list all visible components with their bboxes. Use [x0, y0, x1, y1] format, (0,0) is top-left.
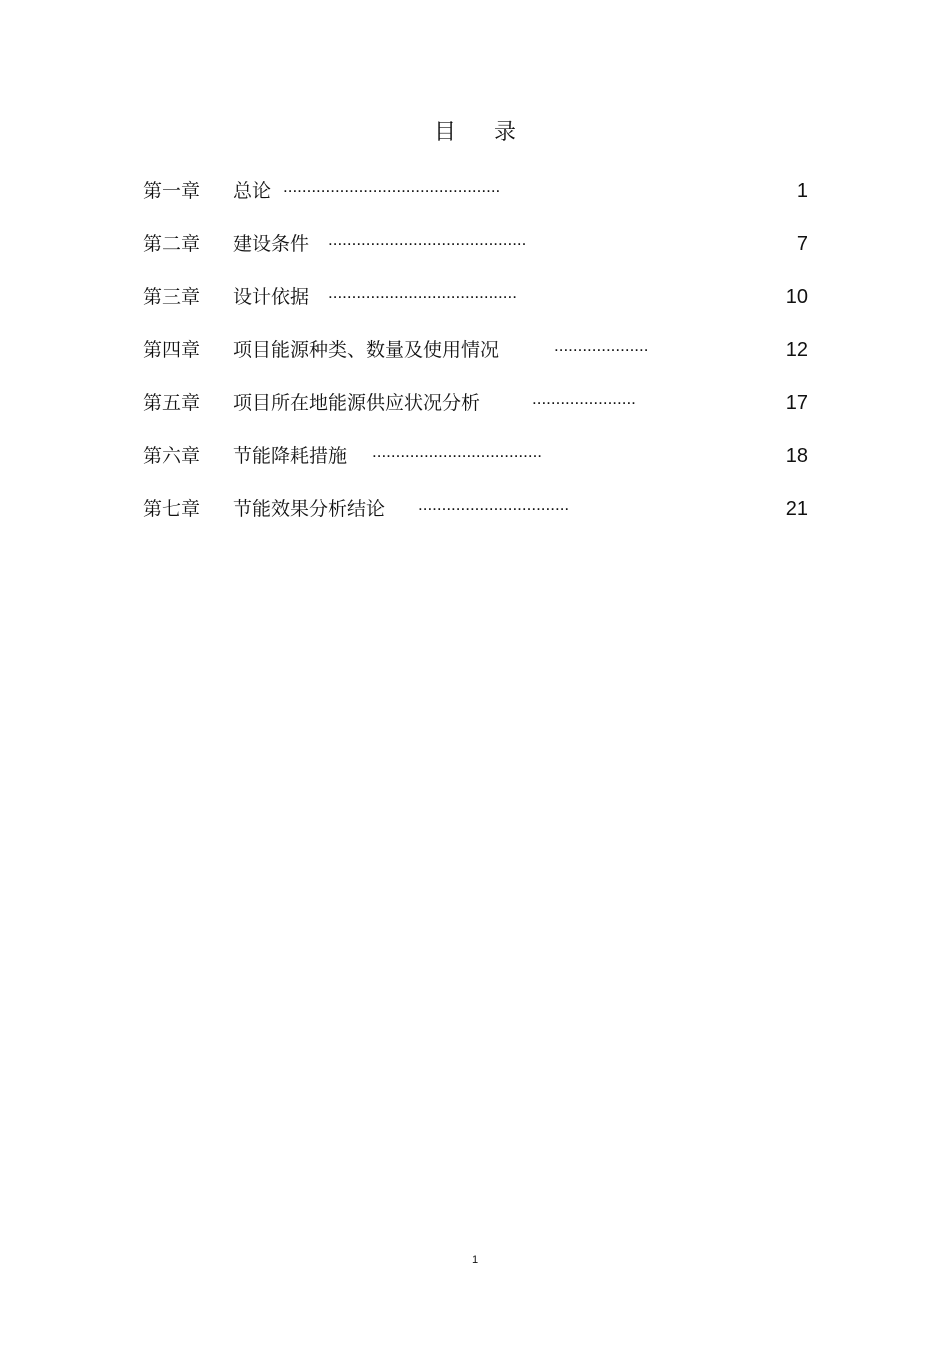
toc-leader-dots: ....................................: [372, 442, 543, 461]
toc-chapter-label: 第二章: [143, 233, 201, 255]
toc-page-number: 18: [785, 445, 808, 467]
page-number: 1: [471, 1254, 479, 1266]
toc-chapter-label: 第一章: [143, 180, 201, 202]
toc-leader-dots: ..........................................: [328, 230, 527, 249]
toc-title-left: 目: [433, 120, 456, 145]
toc-leader-dots: ................................: [418, 495, 570, 514]
toc-leader-dots: ........................................: [328, 283, 517, 302]
toc-leader-dots: ....................: [554, 336, 649, 355]
toc-entry-5[interactable]: [143, 388, 808, 441]
toc-heading: 节能降耗措施: [233, 445, 348, 467]
toc-leader-dots: ......................: [532, 389, 636, 408]
toc-chapter-label: 第五章: [143, 392, 201, 414]
toc-leader-dots: ..............................................: [283, 177, 501, 196]
toc-title-right: 录: [494, 120, 517, 145]
toc-chapter-label: 第七章: [143, 498, 201, 520]
table-of-contents: [143, 176, 808, 547]
toc-heading: 建设条件: [233, 233, 310, 255]
toc-page-number: 10: [785, 286, 808, 308]
toc-page-number: 21: [785, 498, 808, 520]
toc-entry-2[interactable]: [143, 229, 808, 282]
toc-entry-7[interactable]: [143, 494, 808, 547]
toc-title: [0, 118, 950, 148]
toc-entry-3[interactable]: [143, 282, 808, 335]
toc-heading: 设计依据: [233, 286, 310, 308]
toc-chapter-label: 第四章: [143, 339, 201, 361]
toc-page-number: 17: [785, 392, 808, 414]
toc-page-number: 12: [785, 339, 808, 361]
toc-heading: 项目能源种类、数量及使用情况: [233, 339, 500, 361]
toc-page-number: 1: [796, 180, 808, 202]
toc-entry-6[interactable]: [143, 441, 808, 494]
toc-page-number: 7: [796, 233, 808, 255]
toc-chapter-label: 第六章: [143, 445, 201, 467]
toc-chapter-label: 第三章: [143, 286, 201, 308]
toc-heading: 节能效果分析结论: [233, 498, 386, 520]
toc-heading: 总论: [233, 180, 272, 202]
toc-entry-4[interactable]: [143, 335, 808, 388]
toc-entry-1[interactable]: [143, 176, 808, 229]
toc-heading: 项目所在地能源供应状况分析: [233, 392, 481, 414]
